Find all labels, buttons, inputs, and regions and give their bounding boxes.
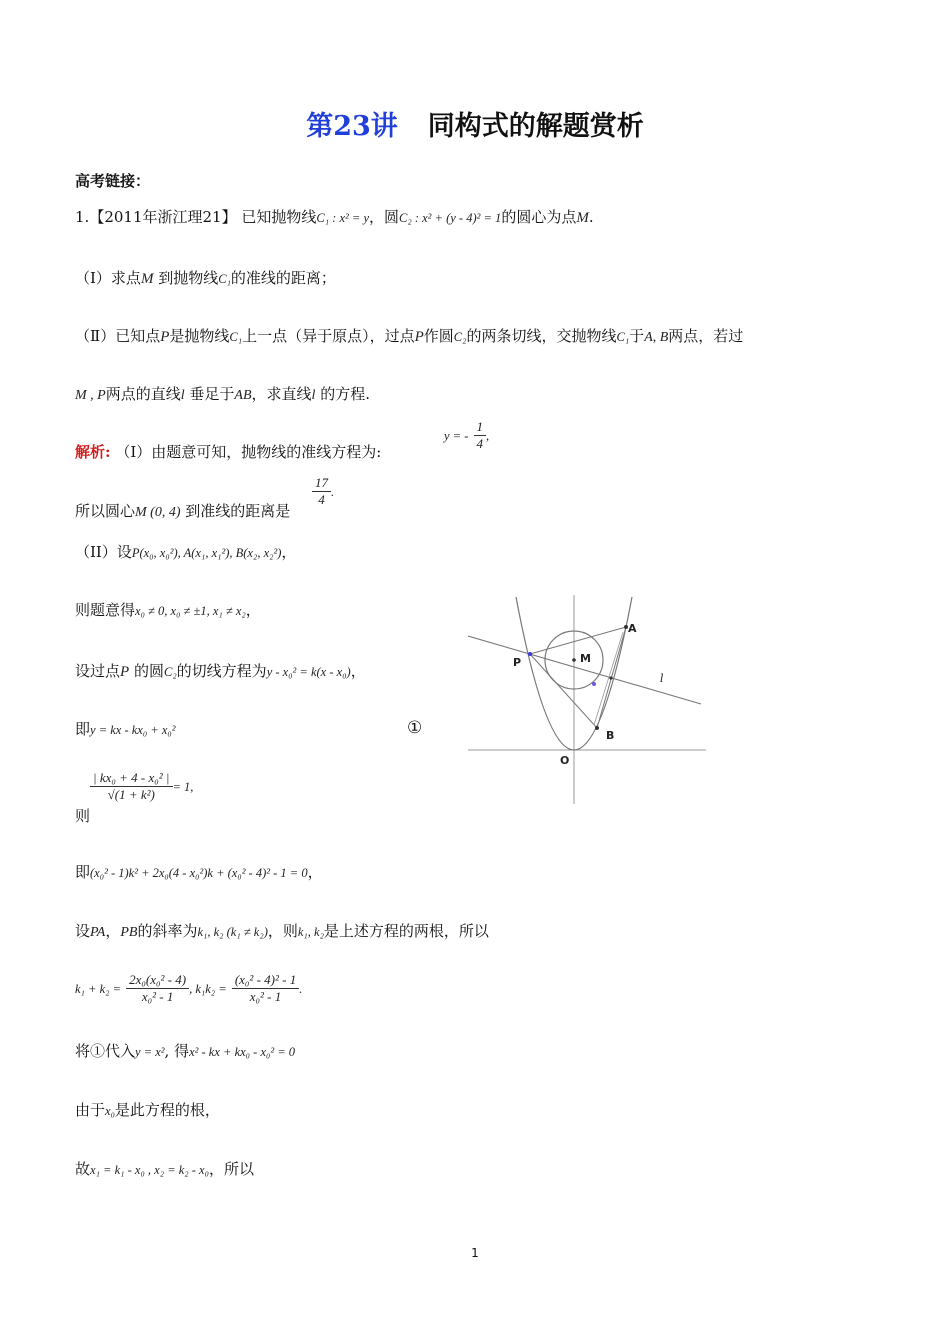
math-x0: x₀ <box>105 1104 115 1118</box>
problem-text: 于 <box>629 327 645 345</box>
problem-text: 的准线的距离； <box>230 269 336 287</box>
problem-text: 到抛物线 <box>158 269 219 287</box>
solution-text: 故 <box>75 1160 91 1178</box>
lecture-topic: 同构式的解题赏析 <box>427 111 644 142</box>
fraction-numerator: (x₀² - 4)² - 1 <box>232 972 299 989</box>
point-intersect <box>609 676 612 679</box>
math-expr: y - x₀² = k(x - x₀) <box>266 665 351 679</box>
math-l: l <box>180 388 185 403</box>
solution-text: 将①代入 <box>75 1042 136 1060</box>
problem-text: 两点的直线 <box>105 385 181 403</box>
solution-step-1 <box>75 441 381 462</box>
fraction-denominator: √(1 + k²) <box>107 787 155 802</box>
math-C2: C₂ <box>163 665 177 679</box>
problem-source: 【2011年浙江理21】 <box>89 208 237 226</box>
solution-text: ， <box>307 863 323 881</box>
solution-text: ， <box>350 662 366 680</box>
fraction <box>312 475 331 508</box>
math-PA: PA <box>90 925 106 940</box>
point-foot <box>592 682 596 686</box>
math-MP: M , P <box>75 388 106 403</box>
solution-text: 即 <box>75 863 91 881</box>
solution-step-7-label: 则 <box>75 807 91 825</box>
solution-text: 的斜率为 <box>137 922 198 940</box>
solution-step-4 <box>75 599 261 620</box>
problem-text: ，圆 <box>369 208 400 226</box>
fraction-denominator: x₀² - 1 <box>249 989 282 1004</box>
solution-step-11 <box>75 1040 295 1061</box>
fraction <box>232 972 299 1005</box>
directrix-equation <box>444 419 489 452</box>
solution-text: 由于 <box>75 1101 106 1119</box>
solution-text: ，则 <box>267 922 298 940</box>
solution-step-12 <box>75 1099 220 1120</box>
fraction-numerator: | kx₀ + 4 - x₀² | <box>90 770 173 787</box>
math-M: M <box>576 210 589 226</box>
tangent-pb <box>530 654 597 728</box>
math-AB: AB <box>234 388 252 403</box>
fraction <box>90 770 173 803</box>
solution-step-3 <box>75 541 296 562</box>
math-expr: M (0, 4) <box>135 505 181 520</box>
equation-marker-1: ① <box>407 718 423 738</box>
math-expr: , k₁k₂ = <box>189 982 227 996</box>
math-expr: . <box>299 982 303 996</box>
math-PB: PB <box>120 925 138 940</box>
math-l: l <box>311 388 316 403</box>
line-l <box>468 636 701 704</box>
solution-text: 的切线方程为 <box>176 662 267 680</box>
label-o: O <box>560 754 570 767</box>
math-expr: x² - kx + kx₀ - x₀² = 0 <box>189 1045 296 1059</box>
problem-text: 是抛物线 <box>169 327 230 345</box>
lecture-number: 第23讲 <box>306 111 398 142</box>
solution-step-6 <box>75 718 176 739</box>
solution-label: 解析: <box>75 443 111 461</box>
math-M: M <box>140 271 154 287</box>
math-expr: . <box>331 485 335 499</box>
solution-step-5 <box>75 660 366 681</box>
solution-text: 是上述方程的两根，所以 <box>323 922 489 940</box>
solution-text: （I）由题意可知，抛物线的准线方程为: <box>115 443 382 461</box>
math-expr: P(x₀, x₀²), A(x₁, x₁²), B(x₂, x₂²) <box>131 546 282 560</box>
fraction <box>474 419 490 452</box>
solution-step-9 <box>75 920 489 941</box>
problem-text: （Ⅰ）求点 <box>75 269 141 287</box>
solution-text: 则题意得 <box>75 601 136 619</box>
math-P: P <box>160 329 170 345</box>
fraction-denominator: x₀² - 1 <box>141 989 174 1004</box>
fraction-numerator: 1 <box>474 419 487 436</box>
fraction-numerator: 17 <box>312 475 331 492</box>
solution-step-8 <box>75 861 323 882</box>
problem-line-1 <box>75 206 594 227</box>
solution-text: ，所以 <box>208 1160 254 1178</box>
problem-number: 1. <box>75 208 90 226</box>
math-P: P <box>120 664 130 680</box>
math-c2-def: C₂ : x² + (y - 4)² = 1 <box>399 211 502 225</box>
problem-text: 已知抛物线 <box>241 208 317 226</box>
problem-text: 垂足于 <box>189 385 235 403</box>
math-c1-def: C₁ : x² = y <box>316 211 369 225</box>
problem-text: ，求直线 <box>251 385 312 403</box>
solution-text: （II）设 <box>75 543 132 561</box>
problem-part-2 <box>75 325 743 346</box>
solution-text: 设过点 <box>75 662 121 680</box>
point-p <box>528 652 532 656</box>
problem-text: 的圆心为点 <box>501 208 577 226</box>
distance-condition <box>90 770 193 803</box>
math-expr: y = kx - kx₀ + x₀² <box>90 723 176 737</box>
math-expr: y = - <box>444 429 469 443</box>
solution-text: 设 <box>75 922 91 940</box>
solution-text: , 得 <box>164 1042 190 1060</box>
math-expr: k₁, k₂ <box>297 925 324 939</box>
math-expr: = 1, <box>172 780 194 794</box>
problem-text: （Ⅱ）已知点 <box>75 327 161 345</box>
math-C1: C₁ <box>229 330 243 344</box>
label-m: M <box>580 652 591 665</box>
math-expr: , <box>486 429 490 443</box>
solution-text: 即 <box>75 720 91 738</box>
solution-text: ， <box>281 543 297 561</box>
problem-text: 上一点（异于原点），过点 <box>242 327 415 345</box>
label-p: P <box>513 656 522 669</box>
math-expr: (x₀² - 1)k² + 2x₀(4 - x₀²)k + (x₀² - 4)² - 1 = 0 <box>90 866 308 880</box>
math-C2: C₂ <box>453 330 467 344</box>
solution-step-2 <box>75 500 290 521</box>
math-expr: y = x² <box>135 1045 165 1059</box>
math-expr: x₀ ≠ 0, x₀ ≠ ±1, x₁ ≠ x₂ <box>135 604 246 618</box>
math-expr: k₁ + k₂ = <box>75 982 122 996</box>
math-C1: C₁ <box>218 272 231 286</box>
solution-text: ， <box>105 922 121 940</box>
label-b: B <box>606 729 615 742</box>
page-number: 1 <box>471 1246 479 1260</box>
problem-text: . <box>588 208 594 226</box>
page-title <box>0 104 950 143</box>
problem-text: 作圆 <box>423 327 454 345</box>
problem-text: 的两条切线，交抛物线 <box>466 327 617 345</box>
fraction <box>126 972 189 1005</box>
point-b <box>595 726 599 730</box>
fraction-numerator: 2x₀(x₀² - 4) <box>126 972 189 989</box>
math-C1: C₁ <box>616 330 630 344</box>
label-l: l <box>660 672 664 685</box>
math-AB: A, B <box>644 330 669 345</box>
problem-text: 两点，若过 <box>668 327 744 345</box>
fraction-denominator: 4 <box>476 436 483 451</box>
solution-text: ， <box>245 601 261 619</box>
solution-text: 是此方程的根， <box>114 1101 220 1119</box>
section-label: 高考链接： <box>75 172 151 190</box>
math-expr: k₁, k₂ (k₁ ≠ k₂) <box>197 925 268 939</box>
geometry-figure <box>468 592 708 807</box>
problem-part-1 <box>75 267 336 288</box>
math-P: P <box>414 329 424 345</box>
math-expr: x₁ = k₁ - x₀ , x₂ = k₂ - x₀ <box>90 1163 209 1177</box>
solution-text: 的圆 <box>133 662 164 680</box>
solution-text: 到准线的距离是 <box>185 502 291 520</box>
solution-step-13 <box>75 1158 254 1179</box>
vieta-relations <box>75 972 302 1005</box>
problem-part-2-cont <box>75 383 370 404</box>
distance-fraction <box>312 475 334 508</box>
fraction-denominator: 4 <box>318 492 325 507</box>
label-a: A <box>628 622 637 635</box>
chord-ab-shadow <box>594 632 623 725</box>
problem-text: 的方程. <box>320 385 370 403</box>
solution-text: 所以圆心 <box>75 502 136 520</box>
point-m <box>572 658 576 662</box>
